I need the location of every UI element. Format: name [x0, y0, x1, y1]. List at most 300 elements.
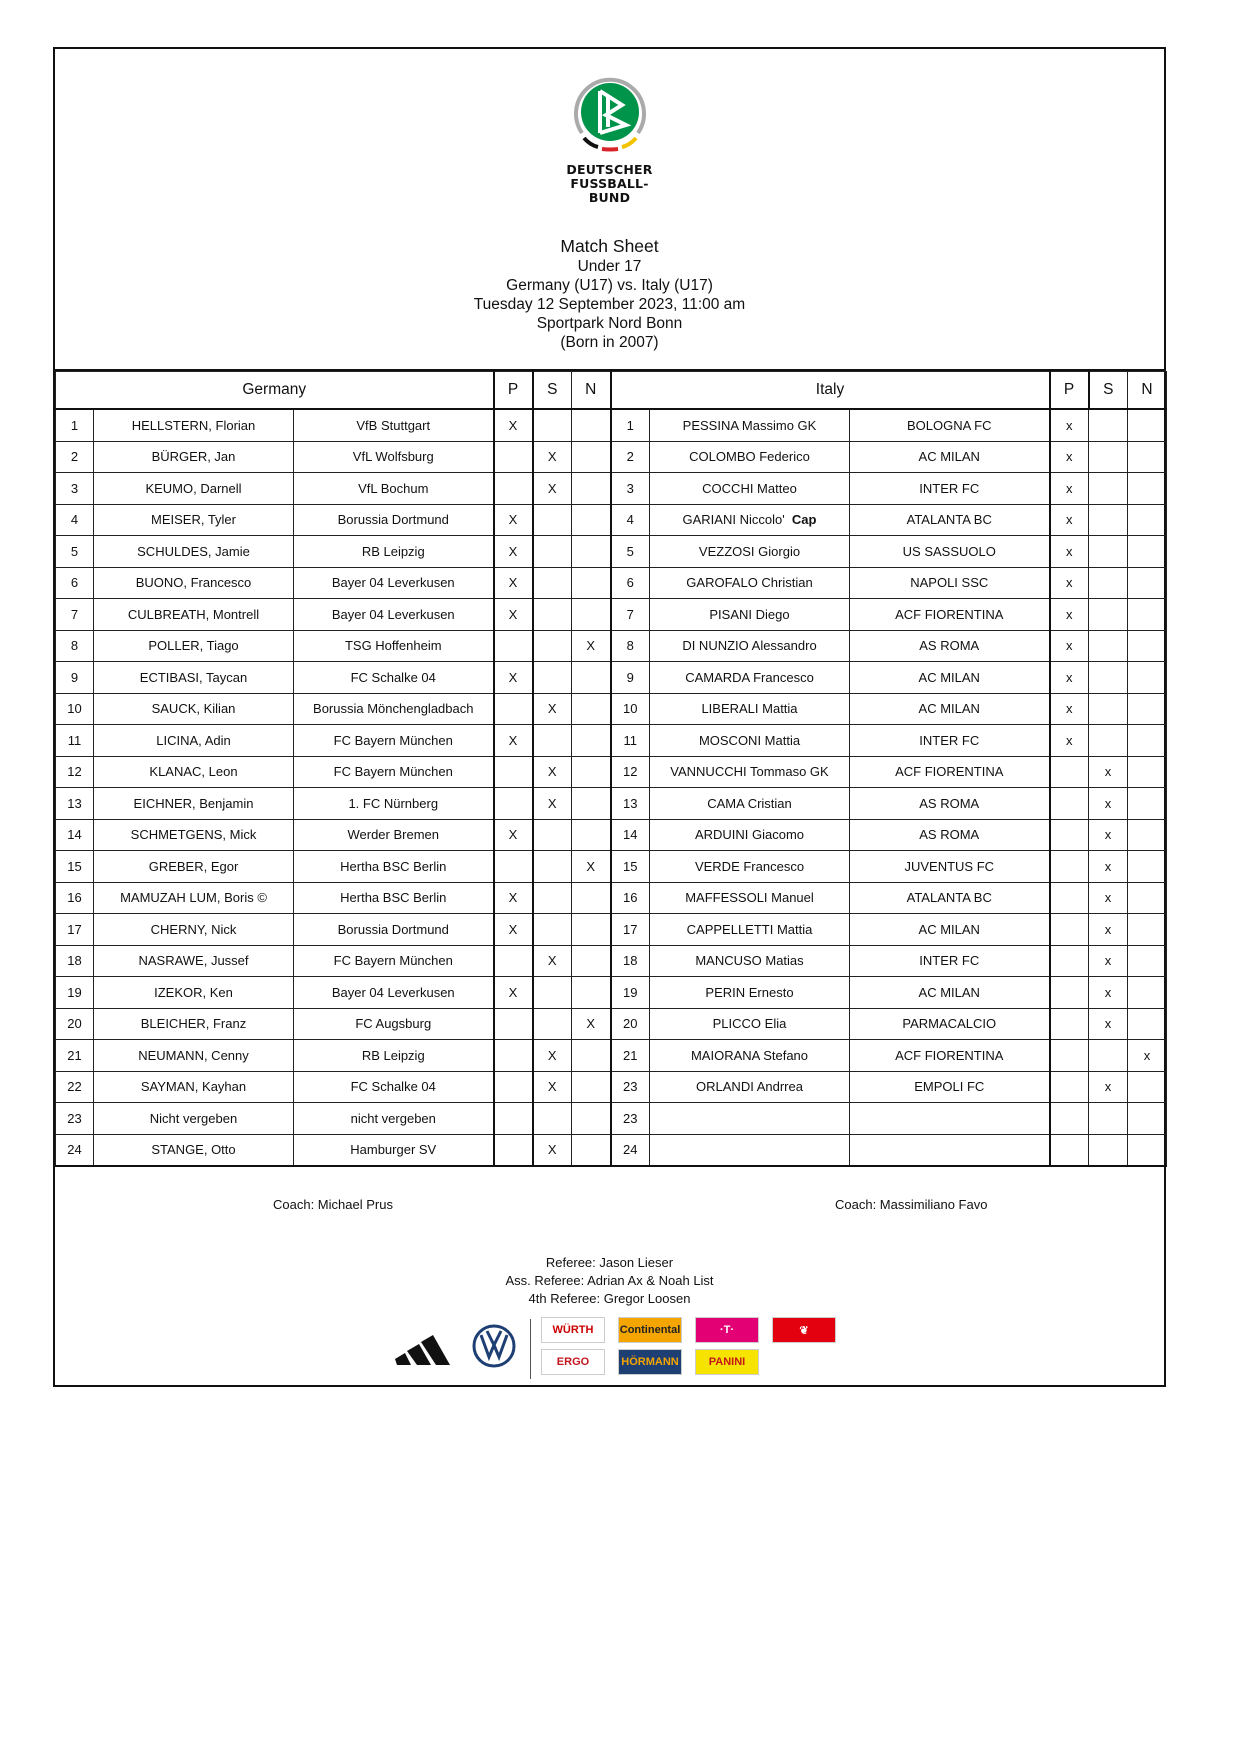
home-player-name: BÜRGER, Jan	[94, 441, 294, 473]
home-player-club: Hertha BSC Berlin	[294, 851, 494, 883]
roster-row	[56, 441, 1167, 473]
away-player-name-text: PERIN Ernesto	[705, 984, 794, 1000]
away-not-used-mark	[1128, 914, 1167, 946]
sponsor-lufthansa-style-red: ❦	[772, 1317, 836, 1343]
away-player-name	[650, 914, 850, 946]
away-sub-mark	[1089, 567, 1128, 599]
home-not-used-mark	[572, 1040, 611, 1072]
away-number: 4	[611, 504, 650, 536]
home-player-name: KLANAC, Leon	[94, 756, 294, 788]
away-played-mark	[1050, 851, 1089, 883]
roster-row	[56, 1103, 1167, 1135]
home-sub-mark: X	[533, 441, 572, 473]
home-number: 22	[56, 1071, 94, 1103]
home-player-club: Hamburger SV	[294, 1134, 494, 1166]
home-sub-mark: X	[533, 945, 572, 977]
home-sub-mark: X	[533, 1134, 572, 1166]
away-player-name	[650, 851, 850, 883]
away-not-used-mark	[1128, 630, 1167, 662]
away-player-club: JUVENTUS FC	[850, 851, 1050, 883]
away-number: 12	[611, 756, 650, 788]
away-played-mark	[1050, 945, 1089, 977]
home-not-used-mark	[572, 977, 611, 1009]
away-player-name	[650, 882, 850, 914]
home-number: 11	[56, 725, 94, 757]
away-number: 23	[611, 1071, 650, 1103]
away-sub-mark: x	[1089, 1008, 1128, 1040]
away-not-used-mark	[1128, 945, 1167, 977]
home-played-mark	[494, 473, 533, 505]
away-player-name	[650, 441, 850, 473]
roster-row	[56, 662, 1167, 694]
roster-header	[56, 372, 1167, 410]
away-player-club: INTER FC	[850, 945, 1050, 977]
away-not-used-mark	[1128, 819, 1167, 851]
away-sub-mark	[1089, 630, 1128, 662]
home-player-club: Borussia Dortmund	[294, 914, 494, 946]
home-player-name: NEUMANN, Cenny	[94, 1040, 294, 1072]
away-number: 3	[611, 473, 650, 505]
away-player-name	[650, 599, 850, 631]
home-played-mark	[494, 1040, 533, 1072]
away-player-name	[650, 409, 850, 441]
away-player-club: ATALANTA BC	[850, 882, 1050, 914]
roster-table	[55, 371, 1167, 1167]
home-played-mark	[494, 851, 533, 883]
home-not-used-mark	[572, 409, 611, 441]
home-played-mark	[494, 945, 533, 977]
away-player-club: AS ROMA	[850, 630, 1050, 662]
away-player-name	[650, 630, 850, 662]
home-played-mark: X	[494, 914, 533, 946]
home-player-name: GREBER, Egor	[94, 851, 294, 883]
away-sub-mark: x	[1089, 977, 1128, 1009]
away-player-club: ACF FIORENTINA	[850, 599, 1050, 631]
away-number: 9	[611, 662, 650, 694]
away-played-mark: x	[1050, 409, 1089, 441]
away-player-name-text: MAIORANA Stefano	[690, 1047, 809, 1063]
away-player-name	[650, 1040, 850, 1072]
home-number: 14	[56, 819, 94, 851]
sheet-header	[55, 49, 1164, 371]
home-sub-mark: X	[533, 1071, 572, 1103]
away-player-name	[650, 693, 850, 725]
away-sub-mark: x	[1089, 914, 1128, 946]
away-number: 2	[611, 441, 650, 473]
home-coach: Coach: Michael Prus	[273, 1197, 393, 1212]
home-player-club: VfL Wolfsburg	[294, 441, 494, 473]
away-sub-mark	[1089, 1103, 1128, 1135]
home-player-club: Werder Bremen	[294, 819, 494, 851]
away-player-club: AS ROMA	[850, 788, 1050, 820]
home-player-club: FC Schalke 04	[294, 1071, 494, 1103]
home-player-name: KEUMO, Darnell	[94, 473, 294, 505]
home-sub-mark	[533, 819, 572, 851]
home-player-name: SCHULDES, Jamie	[94, 536, 294, 568]
sponsor-ergo: ERGO	[541, 1349, 605, 1375]
home-player-club: Borussia Dortmund	[294, 504, 494, 536]
roster-row	[56, 945, 1167, 977]
home-not-used-mark: X	[572, 851, 611, 883]
home-not-used-mark	[572, 882, 611, 914]
away-not-used-mark	[1128, 977, 1167, 1009]
home-not-used-mark	[572, 788, 611, 820]
home-player-name: MAMUZAH LUM, Boris ©	[94, 882, 294, 914]
away-number: 14	[611, 819, 650, 851]
away-player-name-text: MOSCONI Mattia	[698, 732, 801, 748]
roster-row	[56, 819, 1167, 851]
sponsor-continental: Continental	[618, 1317, 682, 1343]
sponsor-h-rmann: HÖRMANN	[618, 1349, 682, 1375]
away-player-name-text: VANNUCCHI Tommaso GK	[670, 764, 829, 780]
away-player-club: ATALANTA BC	[850, 504, 1050, 536]
col-s-home: S	[533, 372, 572, 410]
away-player-name-text: CAPPELLETTI Mattia	[686, 921, 813, 937]
home-player-club: TSG Hoffenheim	[294, 630, 494, 662]
roster-row	[56, 882, 1167, 914]
away-played-mark: x	[1050, 725, 1089, 757]
home-player-name: CULBREATH, Montrell	[94, 599, 294, 631]
away-played-mark	[1050, 756, 1089, 788]
away-player-club: AC MILAN	[850, 441, 1050, 473]
col-p-away: P	[1050, 372, 1089, 410]
home-not-used-mark	[572, 599, 611, 631]
away-player-name-text: PISANI Diego	[709, 606, 790, 622]
home-sub-mark	[533, 882, 572, 914]
home-played-mark: X	[494, 567, 533, 599]
home-not-used-mark	[572, 1103, 611, 1135]
home-played-mark: X	[494, 536, 533, 568]
away-sub-mark: x	[1089, 756, 1128, 788]
home-number: 7	[56, 599, 94, 631]
away-played-mark	[1050, 788, 1089, 820]
home-number: 10	[56, 693, 94, 725]
away-played-mark: x	[1050, 536, 1089, 568]
home-player-name: EICHNER, Benjamin	[94, 788, 294, 820]
away-number: 19	[611, 977, 650, 1009]
home-player-name: ECTIBASI, Taycan	[94, 662, 294, 694]
away-sub-mark	[1089, 473, 1128, 505]
away-played-mark: x	[1050, 441, 1089, 473]
away-played-mark: x	[1050, 630, 1089, 662]
away-player-name	[650, 662, 850, 694]
away-player-name-text: ORLANDI Andrrea	[696, 1079, 803, 1095]
vw-icon	[471, 1323, 517, 1369]
away-number: 18	[611, 945, 650, 977]
home-number: 23	[56, 1103, 94, 1135]
sponsor-panini: PANINI	[695, 1349, 759, 1375]
away-player-club	[850, 1103, 1050, 1135]
col-n-home: N	[572, 372, 611, 410]
home-player-club: Hertha BSC Berlin	[294, 882, 494, 914]
home-number: 13	[56, 788, 94, 820]
datetime: Tuesday 12 September 2023, 11:00 am	[473, 296, 746, 313]
away-player-name	[650, 567, 850, 599]
away-sub-mark	[1089, 441, 1128, 473]
away-sub-mark: x	[1089, 851, 1128, 883]
venue: Sportpark Nord Bonn	[536, 315, 683, 332]
away-played-mark: x	[1050, 473, 1089, 505]
away-not-used-mark	[1128, 473, 1167, 505]
home-number: 9	[56, 662, 94, 694]
away-sub-mark	[1089, 1134, 1128, 1166]
away-player-name	[650, 1008, 850, 1040]
away-player-name-text: GAROFALO Christian	[686, 575, 813, 591]
sheet-title: Match Sheet	[560, 236, 659, 256]
roster-row	[56, 409, 1167, 441]
home-team-header: Germany	[56, 372, 494, 410]
home-played-mark: X	[494, 977, 533, 1009]
home-not-used-mark	[572, 1134, 611, 1166]
home-number: 15	[56, 851, 94, 883]
home-player-name: Nicht vergeben	[94, 1103, 294, 1135]
away-sub-mark: x	[1089, 945, 1128, 977]
home-not-used-mark	[572, 819, 611, 851]
home-sub-mark: X	[533, 788, 572, 820]
roster-row	[56, 599, 1167, 631]
home-sub-mark: X	[533, 693, 572, 725]
home-not-used-mark	[572, 662, 611, 694]
away-not-used-mark	[1128, 1134, 1167, 1166]
home-played-mark: X	[494, 882, 533, 914]
home-played-mark	[494, 788, 533, 820]
away-sub-mark: x	[1089, 1071, 1128, 1103]
away-number: 15	[611, 851, 650, 883]
home-played-mark	[494, 756, 533, 788]
away-number: 11	[611, 725, 650, 757]
away-played-mark: x	[1050, 504, 1089, 536]
home-played-mark: X	[494, 662, 533, 694]
home-played-mark: X	[494, 599, 533, 631]
col-s-away: S	[1089, 372, 1128, 410]
roster-row	[56, 473, 1167, 505]
away-player-name	[650, 1071, 850, 1103]
away-not-used-mark: x	[1128, 1040, 1167, 1072]
sponsor-telekom: ·T·	[695, 1317, 759, 1343]
home-number: 5	[56, 536, 94, 568]
roster-row	[56, 1071, 1167, 1103]
home-played-mark: X	[494, 725, 533, 757]
sponsor-w-rth: WÜRTH	[541, 1317, 605, 1343]
away-sub-mark	[1089, 1040, 1128, 1072]
roster-row	[56, 630, 1167, 662]
home-sub-mark	[533, 1103, 572, 1135]
away-not-used-mark	[1128, 504, 1167, 536]
officials	[55, 1254, 1164, 1308]
away-player-name	[650, 1103, 850, 1135]
away-not-used-mark	[1128, 851, 1167, 883]
away-number: 23	[611, 1103, 650, 1135]
dfb-emblem-icon	[570, 75, 650, 155]
match-sheet	[53, 47, 1166, 1387]
roster-row	[56, 504, 1167, 536]
away-not-used-mark	[1128, 725, 1167, 757]
away-not-used-mark	[1128, 441, 1167, 473]
home-sub-mark	[533, 914, 572, 946]
away-player-name-text: PLICCO Elia	[712, 1016, 787, 1032]
home-sub-mark: X	[533, 473, 572, 505]
home-number: 24	[56, 1134, 94, 1166]
home-player-name: SAYMAN, Kayhan	[94, 1071, 294, 1103]
home-player-club: FC Bayern München	[294, 725, 494, 757]
category: Under 17	[577, 258, 642, 275]
away-player-name-text: PESSINA Massimo GK	[682, 417, 817, 433]
away-not-used-mark	[1128, 599, 1167, 631]
roster-row	[56, 851, 1167, 883]
away-player-name-text: COLOMBO Federico	[689, 449, 810, 465]
away-player-name	[650, 788, 850, 820]
home-sub-mark	[533, 599, 572, 631]
away-played-mark: x	[1050, 662, 1089, 694]
home-player-name: HELLSTERN, Florian	[94, 409, 294, 441]
home-not-used-mark	[572, 504, 611, 536]
home-player-club: VfB Stuttgart	[294, 409, 494, 441]
home-player-club: Bayer 04 Leverkusen	[294, 567, 494, 599]
away-number: 24	[611, 1134, 650, 1166]
away-number: 20	[611, 1008, 650, 1040]
home-number: 16	[56, 882, 94, 914]
home-number: 12	[56, 756, 94, 788]
away-played-mark	[1050, 1071, 1089, 1103]
away-player-club	[850, 1134, 1050, 1166]
dfb-logo	[555, 75, 665, 205]
away-player-club: BOLOGNA FC	[850, 409, 1050, 441]
fourth-referee: 4th Referee: Gregor Loosen	[528, 1291, 691, 1306]
away-number: 5	[611, 536, 650, 568]
home-sub-mark	[533, 725, 572, 757]
home-played-mark: X	[494, 819, 533, 851]
away-player-name	[650, 977, 850, 1009]
home-player-name: LICINA, Adin	[94, 725, 294, 757]
referee: Referee: Jason Lieser	[545, 1255, 674, 1270]
away-sub-mark	[1089, 536, 1128, 568]
away-played-mark	[1050, 1008, 1089, 1040]
away-player-club: PARMACALCIO	[850, 1008, 1050, 1040]
home-player-club: Borussia Mönchengladbach	[294, 693, 494, 725]
away-player-name-text: DI NUNZIO Alessandro	[682, 638, 817, 654]
away-player-club: AS ROMA	[850, 819, 1050, 851]
away-player-name-text: CAMA Cristian	[707, 795, 792, 811]
away-player-club: EMPOLI FC	[850, 1071, 1050, 1103]
away-number: 10	[611, 693, 650, 725]
away-number: 13	[611, 788, 650, 820]
sponsor-bar	[395, 1317, 855, 1381]
roster-row	[56, 756, 1167, 788]
away-number: 1	[611, 409, 650, 441]
born-year: (Born in 2007)	[560, 334, 659, 351]
away-player-club: AC MILAN	[850, 914, 1050, 946]
home-played-mark: X	[494, 409, 533, 441]
home-not-used-mark	[572, 1071, 611, 1103]
home-played-mark	[494, 1071, 533, 1103]
roster-row	[56, 977, 1167, 1009]
home-player-club: nicht vergeben	[294, 1103, 494, 1135]
away-player-name	[650, 756, 850, 788]
home-not-used-mark	[572, 725, 611, 757]
assistant-referees: Ass. Referee: Adrian Ax & Noah List	[505, 1273, 714, 1288]
away-player-name	[650, 504, 850, 536]
away-player-club: ACF FIORENTINA	[850, 1040, 1050, 1072]
home-played-mark	[494, 693, 533, 725]
away-played-mark	[1050, 977, 1089, 1009]
roster-row	[56, 536, 1167, 568]
home-not-used-mark	[572, 473, 611, 505]
home-player-name: STANGE, Otto	[94, 1134, 294, 1166]
home-not-used-mark: X	[572, 1008, 611, 1040]
away-played-mark	[1050, 1134, 1089, 1166]
away-sub-mark	[1089, 599, 1128, 631]
home-not-used-mark	[572, 945, 611, 977]
home-played-mark: X	[494, 504, 533, 536]
brand-line-1: DEUTSCHER	[566, 162, 653, 177]
away-not-used-mark	[1128, 536, 1167, 568]
home-player-club: RB Leipzig	[294, 1040, 494, 1072]
home-sub-mark: X	[533, 756, 572, 788]
away-sub-mark: x	[1089, 788, 1128, 820]
away-not-used-mark	[1128, 693, 1167, 725]
home-played-mark	[494, 441, 533, 473]
roster-row	[56, 788, 1167, 820]
away-not-used-mark	[1128, 409, 1167, 441]
home-player-club: 1. FC Nürnberg	[294, 788, 494, 820]
home-not-used-mark	[572, 756, 611, 788]
roster-row	[56, 914, 1167, 946]
away-played-mark	[1050, 914, 1089, 946]
away-sub-mark	[1089, 662, 1128, 694]
home-sub-mark	[533, 536, 572, 568]
away-not-used-mark	[1128, 567, 1167, 599]
brand-line-2: FUSSBALL-BUND	[570, 176, 649, 205]
home-sub-mark	[533, 567, 572, 599]
away-player-name-text: GARIANI Niccolo'	[682, 512, 785, 528]
away-played-mark	[1050, 882, 1089, 914]
away-number: 16	[611, 882, 650, 914]
adidas-icon	[395, 1327, 457, 1367]
away-not-used-mark	[1128, 756, 1167, 788]
home-not-used-mark	[572, 441, 611, 473]
away-played-mark	[1050, 1040, 1089, 1072]
away-sub-mark	[1089, 693, 1128, 725]
away-played-mark: x	[1050, 567, 1089, 599]
home-player-club: FC Bayern München	[294, 945, 494, 977]
home-sub-mark	[533, 1008, 572, 1040]
home-played-mark	[494, 1008, 533, 1040]
home-player-club: Bayer 04 Leverkusen	[294, 599, 494, 631]
home-player-name: BLEICHER, Franz	[94, 1008, 294, 1040]
home-number: 3	[56, 473, 94, 505]
away-not-used-mark	[1128, 788, 1167, 820]
away-number: 17	[611, 914, 650, 946]
home-not-used-mark	[572, 567, 611, 599]
away-player-club: AC MILAN	[850, 977, 1050, 1009]
away-player-name	[650, 1134, 850, 1166]
home-player-name: SCHMETGENS, Mick	[94, 819, 294, 851]
home-not-used-mark: X	[572, 630, 611, 662]
away-number: 7	[611, 599, 650, 631]
home-number: 19	[56, 977, 94, 1009]
home-player-club: RB Leipzig	[294, 536, 494, 568]
home-player-name: IZEKOR, Ken	[94, 977, 294, 1009]
away-player-name	[650, 725, 850, 757]
home-number: 20	[56, 1008, 94, 1040]
away-not-used-mark	[1128, 1103, 1167, 1135]
away-player-club: AC MILAN	[850, 693, 1050, 725]
home-player-club: FC Bayern München	[294, 756, 494, 788]
home-number: 1	[56, 409, 94, 441]
away-player-name	[650, 819, 850, 851]
away-number: 21	[611, 1040, 650, 1072]
away-player-club: INTER FC	[850, 473, 1050, 505]
